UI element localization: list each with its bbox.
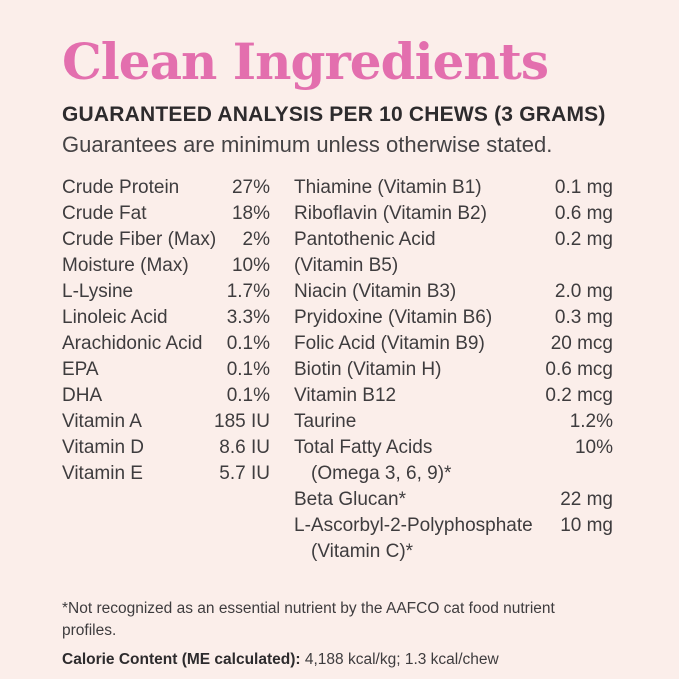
table-row bbox=[294, 227, 613, 253]
nutrient-value: 2% bbox=[242, 229, 270, 250]
table-row bbox=[294, 539, 613, 565]
table-row bbox=[294, 435, 613, 461]
nutrient-value: 0.1% bbox=[226, 333, 270, 354]
nutrient-value: 185 IU bbox=[214, 411, 270, 432]
nutrient-label: Vitamin D bbox=[62, 437, 145, 458]
nutrient-label: Biotin (Vitamin H) bbox=[294, 359, 442, 380]
nutrient-label: (Vitamin C)* bbox=[311, 541, 414, 562]
nutrient-value: 10% bbox=[231, 255, 270, 276]
nutrient-value: 0.1% bbox=[226, 385, 270, 406]
nutrient-value: 0.6 mcg bbox=[545, 359, 613, 380]
nutrient-value: 20 mcg bbox=[550, 333, 613, 354]
nutrient-label: Taurine bbox=[294, 411, 357, 432]
table-row bbox=[294, 357, 613, 383]
nutrient-label: Arachidonic Acid bbox=[62, 333, 203, 354]
analysis-subheading: Guarantees are minimum unless otherwise stated. bbox=[62, 132, 553, 157]
table-row bbox=[294, 513, 613, 539]
nutrient-value: 5.7 IU bbox=[219, 463, 270, 484]
nutrient-value: 0.3 mg bbox=[554, 307, 613, 328]
table-row bbox=[62, 357, 270, 383]
table-row bbox=[294, 253, 613, 279]
nutrient-label: Moisture (Max) bbox=[62, 255, 189, 276]
nutrient-label: Crude Fat bbox=[62, 203, 147, 224]
nutrient-value: 1.7% bbox=[226, 281, 270, 302]
table-row bbox=[294, 409, 613, 435]
table-row bbox=[62, 279, 270, 305]
table-row bbox=[294, 461, 613, 487]
analysis-table bbox=[62, 175, 613, 565]
table-row bbox=[62, 201, 270, 227]
nutrient-value: 22 mg bbox=[560, 489, 613, 510]
nutrient-label: Riboflavin (Vitamin B2) bbox=[294, 203, 487, 224]
nutrient-value: 10% bbox=[574, 437, 613, 458]
nutrient-value: 2.0 mg bbox=[554, 281, 613, 302]
table-row bbox=[294, 383, 613, 409]
calorie-content-line bbox=[62, 649, 613, 671]
table-row bbox=[62, 435, 270, 461]
nutrient-label: Pryidoxine (Vitamin B6) bbox=[294, 307, 493, 328]
nutrient-label: Vitamin E bbox=[62, 463, 143, 484]
nutrient-label: Thiamine (Vitamin B1) bbox=[294, 177, 482, 198]
nutrient-label: (Omega 3, 6, 9)* bbox=[311, 463, 452, 484]
table-row bbox=[294, 487, 613, 513]
nutrient-value: 1.2% bbox=[569, 411, 613, 432]
table-row bbox=[294, 201, 613, 227]
nutrient-value: 27% bbox=[231, 177, 270, 198]
nutrient-value: 0.1 mg bbox=[554, 177, 613, 198]
nutrient-label: Crude Fiber (Max) bbox=[62, 229, 217, 250]
nutrient-label: Vitamin A bbox=[62, 411, 142, 432]
guaranteed-analysis-heading: GUARANTEED ANALYSIS PER 10 CHEWS (3 GRAMS) bbox=[62, 103, 606, 126]
analysis-column-left bbox=[62, 175, 270, 565]
page-title: Clean Ingredients bbox=[62, 32, 548, 91]
table-row bbox=[62, 409, 270, 435]
table-row bbox=[62, 461, 270, 487]
table-row bbox=[62, 175, 270, 201]
table-row bbox=[62, 253, 270, 279]
calorie-content-label: Calorie Content (ME calculated): bbox=[62, 650, 301, 668]
table-row bbox=[294, 279, 613, 305]
nutrient-label: (Vitamin B5) bbox=[294, 255, 399, 276]
nutrient-label: EPA bbox=[62, 359, 99, 380]
calorie-content-value: 4,188 kcal/kg; 1.3 kcal/chew bbox=[304, 650, 499, 668]
nutrient-value: 18% bbox=[231, 203, 270, 224]
table-row bbox=[294, 331, 613, 357]
table-row bbox=[294, 175, 613, 201]
nutrient-value: 0.2 mg bbox=[554, 229, 613, 250]
nutrient-label: Niacin (Vitamin B3) bbox=[294, 281, 457, 302]
analysis-column-right bbox=[294, 175, 613, 565]
nutrient-label: Total Fatty Acids bbox=[294, 437, 433, 458]
nutrient-label: L-Lysine bbox=[62, 281, 134, 302]
table-row bbox=[62, 383, 270, 409]
footnotes bbox=[62, 598, 613, 671]
nutrient-label: Crude Protein bbox=[62, 177, 180, 198]
aafco-footnote: *Not recognized as an essential nutrient by the AAFCO cat food nutrient profiles. bbox=[62, 600, 555, 640]
table-row bbox=[62, 331, 270, 357]
table-row bbox=[62, 227, 270, 253]
nutrient-value: 0.6 mg bbox=[554, 203, 613, 224]
nutrient-label: L-Ascorbyl-2-Polyphosphate bbox=[294, 515, 533, 536]
nutrient-label: Beta Glucan* bbox=[294, 489, 406, 510]
nutrient-value: 3.3% bbox=[226, 307, 270, 328]
nutrient-label: DHA bbox=[62, 385, 103, 406]
nutrient-value: 8.6 IU bbox=[219, 437, 270, 458]
nutrient-label: Linoleic Acid bbox=[62, 307, 168, 328]
nutrient-value: 10 mg bbox=[560, 515, 613, 536]
table-row bbox=[62, 305, 270, 331]
nutrient-label: Vitamin B12 bbox=[294, 385, 397, 406]
nutrient-value: 0.1% bbox=[226, 359, 270, 380]
nutrient-label: Pantothenic Acid bbox=[294, 229, 436, 250]
nutrient-label: Folic Acid (Vitamin B9) bbox=[294, 333, 485, 354]
nutrient-value: 0.2 mcg bbox=[545, 385, 613, 406]
table-row bbox=[294, 305, 613, 331]
